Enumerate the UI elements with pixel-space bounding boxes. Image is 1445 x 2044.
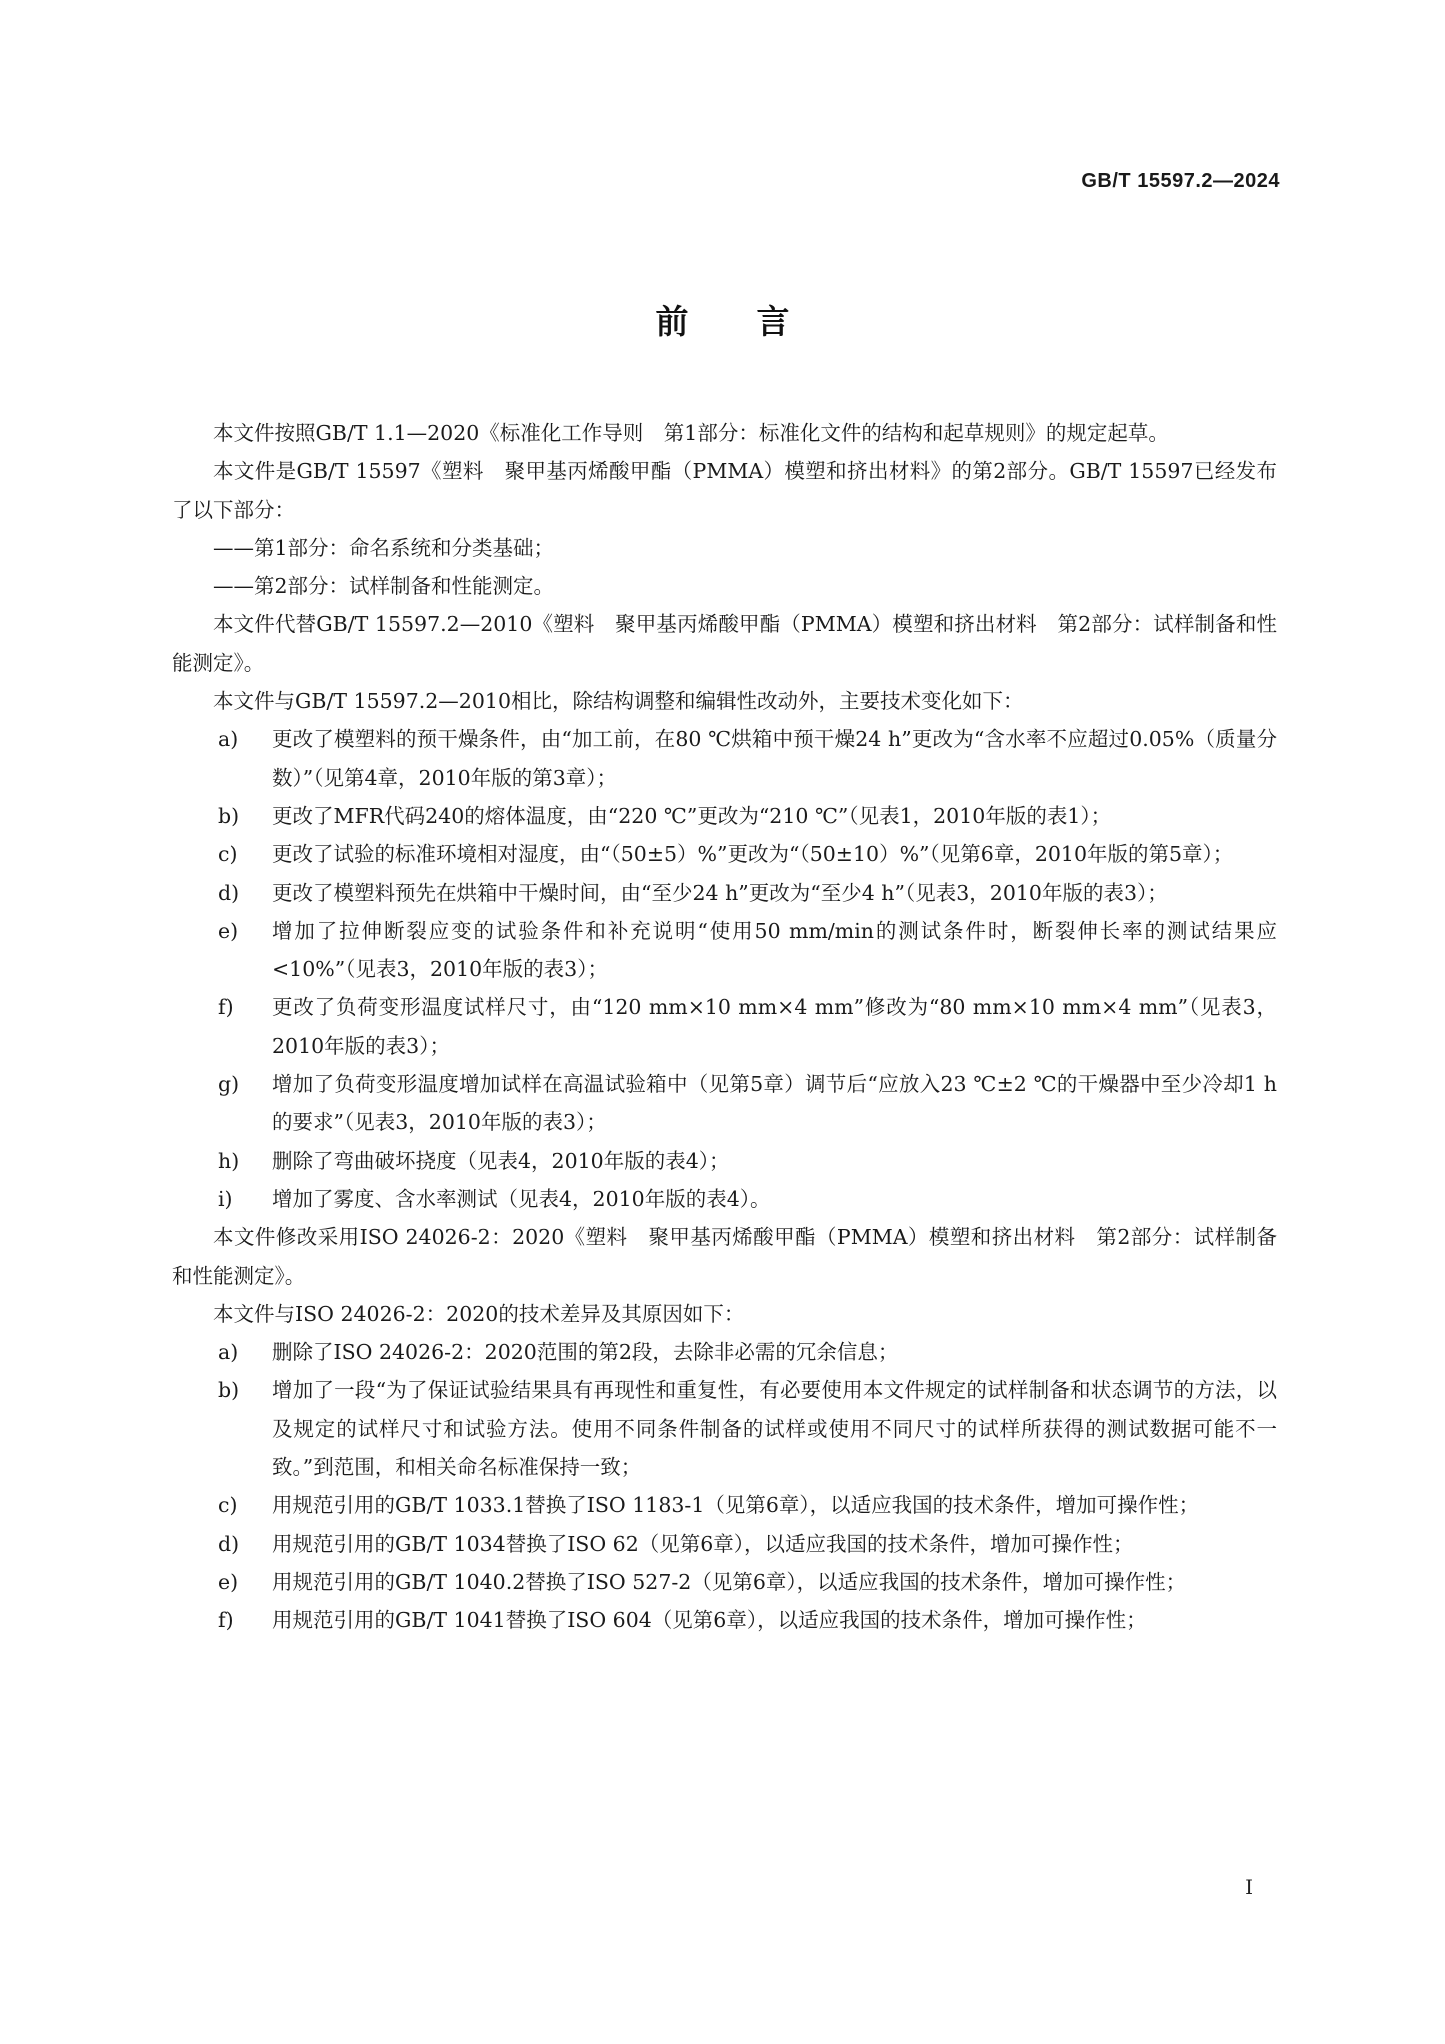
list-item <box>172 835 1277 873</box>
list-marker: g) <box>218 1072 240 1097</box>
list-item-text: 更改了MFR代码240的熔体温度，由“220 ℃”更改为“210 ℃”（见表1，2010年版的表1）； <box>272 803 1112 828</box>
list-item-text: 增加了一段“为了保证试验结果具有再现性和重复性，有必要使用本文件规定的试样制备和状态调节的方法，以及规定的试样尺寸和试验方法。使用不同条件制备的试样或使用不同尺寸的试样所获得的测试数据可能不一致。”到范围，和相关命名标准保持一致； <box>272 1378 1277 1480</box>
list-item-text: 用规范引用的GB/T 1033.1替换了ISO 1183-1（见第6章），以适应我国的技术条件，增加可操作性； <box>272 1493 1200 1518</box>
list-marker: b) <box>218 803 240 828</box>
list-item-text: 更改了模塑料的预干燥条件，由“加工前，在80 ℃烘箱中预干燥24 h”更改为“含水率不应超过0.05%（质量分数）”（见第4章，2010年版的第3章）； <box>272 727 1277 790</box>
list-marker: c) <box>218 842 238 867</box>
intro-paragraph: 本文件按照GB/T 1.1—2020《标准化工作导则 第1部分：标准化文件的结构和起草规则》的规定起草。 <box>213 421 1169 445</box>
list-marker: h) <box>218 1148 240 1173</box>
list-marker: a) <box>218 727 239 752</box>
list-item <box>172 912 1277 989</box>
list-item-text: 更改了负荷变形温度试样尺寸，由“120 mm×10 mm×4 mm”修改为“80 mm×10 mm×4 mm”（见表3，2010年版的表3）； <box>272 995 1277 1058</box>
list-item-text: 删除了ISO 24026-2：2020范围的第2段，去除非必需的冗余信息； <box>272 1340 899 1365</box>
list-marker: d) <box>218 1531 240 1556</box>
list-item-text: 增加了拉伸断裂应变的试验条件和补充说明“使用50 mm/min的测试条件时，断裂伸长率的测试结果应<10%”（见表3，2010年版的表3）； <box>272 918 1277 982</box>
list-item <box>172 988 1277 1065</box>
list-item <box>172 1142 1277 1180</box>
list-item-text: 用规范引用的GB/T 1041替换了ISO 604（见第6章），以适应我国的技术条件，增加可操作性； <box>272 1608 1147 1633</box>
list-item-text: 用规范引用的GB/T 1040.2替换了ISO 527-2（见第6章），以适应我国的技术条件，增加可操作性； <box>272 1569 1187 1594</box>
modified-adoption-paragraph: 本文件修改采用ISO 24026-2：2020《塑料 聚甲基丙烯酸甲酯（PMMA）模塑和挤出材料 第2部分：试样制备和性能测定》。 <box>172 1225 1277 1288</box>
differences-intro: 本文件与ISO 24026-2：2020的技术差异及其原因如下： <box>213 1301 745 1326</box>
list-item-text: 更改了模塑料预先在烘箱中干燥时间，由“至少24 h”更改为“至少4 h”（见表3，2010年版的表3）； <box>272 880 1168 905</box>
list-item-text: 增加了雾度、含水率测试（见表4，2010年版的表4）。 <box>272 1186 771 1211</box>
list-item <box>172 1065 1277 1142</box>
list-item <box>172 720 1277 797</box>
list-marker: e) <box>218 918 239 943</box>
list-marker: d) <box>218 880 240 905</box>
list-marker: c) <box>218 1493 238 1518</box>
changes-list <box>172 720 1277 1218</box>
list-item <box>172 1333 1277 1371</box>
list-item-text: 增加了负荷变形温度增加试样在高温试验箱中（见第5章）调节后“应放入23 ℃±2 ℃的干燥器中至少冷却1 h的要求”（见表3，2010年版的表3）； <box>272 1072 1277 1135</box>
list-item-text: 删除了弯曲破坏挠度（见表4，2010年版的表4）； <box>272 1148 730 1173</box>
standard-code: GB/T 15597.2—2024 <box>1081 170 1280 192</box>
list-marker: a) <box>218 1340 239 1365</box>
list-marker: b) <box>218 1378 240 1403</box>
list-item <box>172 1525 1277 1563</box>
replaces-paragraph: 本文件代替GB/T 15597.2—2010《塑料 聚甲基丙烯酸甲酯（PMMA）模塑和挤出材料 第2部分：试样制备和性能测定》。 <box>172 612 1277 675</box>
list-item <box>172 1486 1277 1524</box>
page-number: I <box>1245 1875 1253 1899</box>
changes-intro: 本文件与GB/T 15597.2—2010相比，除结构调整和编辑性改动外，主要技术变化如下： <box>213 689 1024 714</box>
list-item-text: 更改了试验的标准环境相对湿度，由“（50±5）%”更改为“（50±10）%”（见第6章，2010年版的第5章）； <box>272 842 1234 867</box>
list-marker: e) <box>218 1569 239 1594</box>
list-item <box>172 1371 1277 1486</box>
differences-list <box>172 1333 1277 1639</box>
part-list-item: ——第1部分：命名系统和分类基础； <box>213 535 555 560</box>
list-marker: i) <box>218 1186 233 1211</box>
list-item <box>172 797 1277 835</box>
list-item <box>172 1180 1277 1218</box>
part-list-item: ——第2部分：试样制备和性能测定。 <box>213 574 555 599</box>
list-item <box>172 1563 1277 1601</box>
list-marker: f) <box>218 1608 234 1633</box>
list-marker: f) <box>218 995 234 1020</box>
intro-paragraph: 本文件是GB/T 15597《塑料 聚甲基丙烯酸甲酯（PMMA）模塑和挤出材料》的第2部分。GB/T 15597已经发布了以下部分： <box>172 459 1277 522</box>
foreword-body <box>172 414 1277 1640</box>
list-item-text: 用规范引用的GB/T 1034替换了ISO 62（见第6章），以适应我国的技术条件，增加可操作性； <box>272 1531 1134 1556</box>
list-item <box>172 1601 1277 1639</box>
page-title: 前言 <box>655 302 858 341</box>
list-item <box>172 874 1277 912</box>
